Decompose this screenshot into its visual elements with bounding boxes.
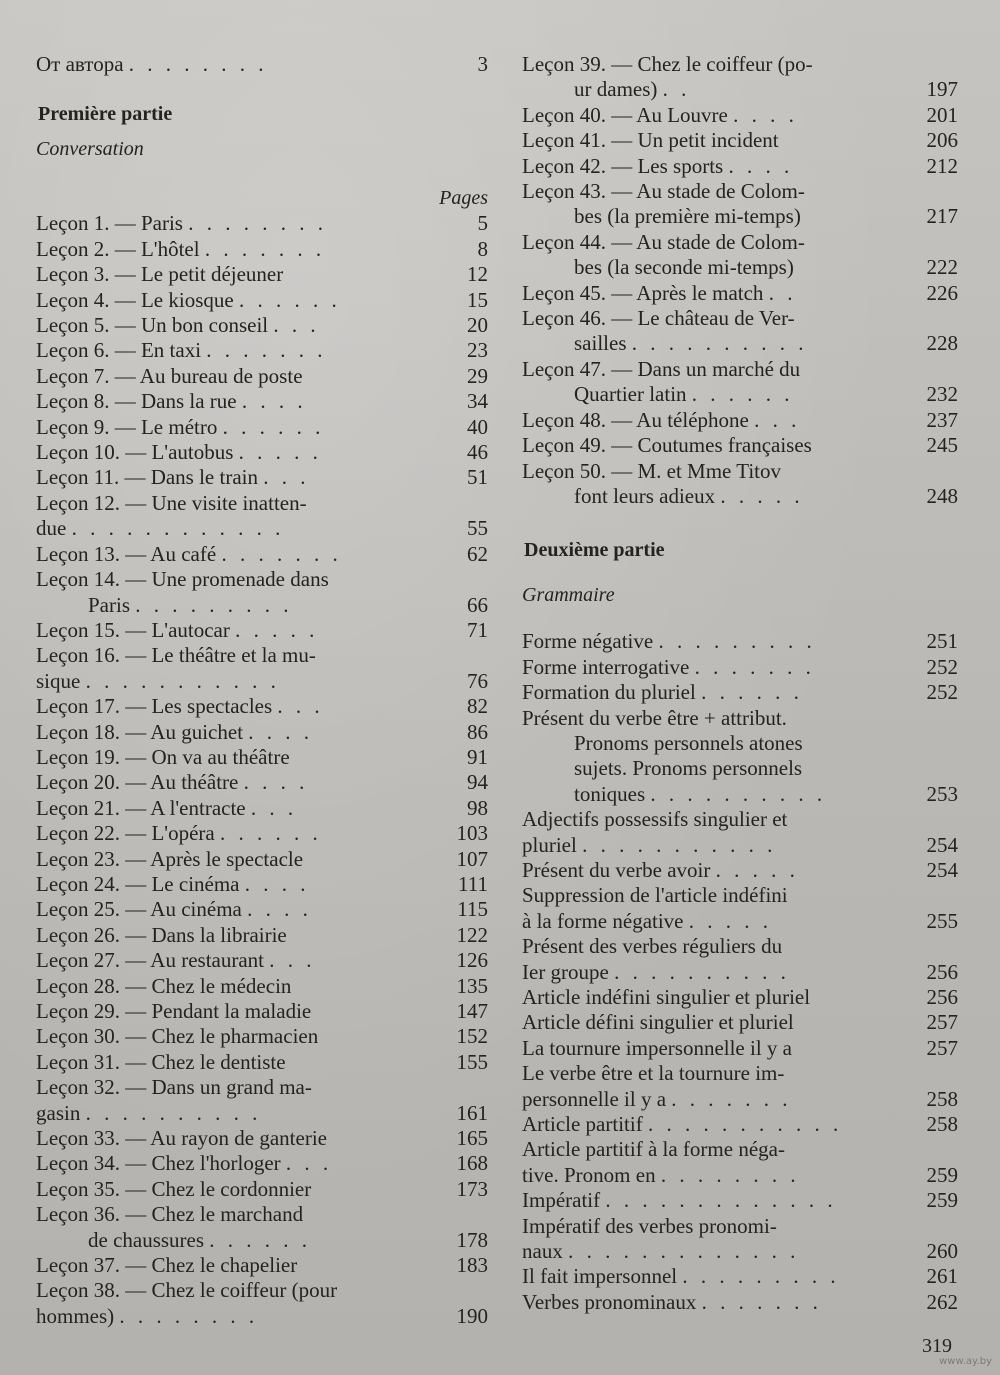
toc-entry <box>36 440 488 465</box>
entry-title: Leçon 29. — Pendant la maladie <box>36 999 312 1023</box>
entry-continuation: Pronoms personnels atones <box>574 730 803 755</box>
lesson-list <box>36 211 488 1329</box>
part-title: Première partie <box>38 103 173 126</box>
page-number: 190 <box>456 1303 488 1328</box>
leader-dots: . . . . . <box>238 440 322 465</box>
toc-entry <box>522 1137 958 1188</box>
entry-title: Leçon 22. — L'opéra <box>36 821 215 846</box>
page-number: 51 <box>467 465 488 490</box>
entry-title: Leçon 47. — Dans un marché du <box>522 356 801 381</box>
page-number: 15 <box>467 287 488 312</box>
entry-continuation: font leurs adieux <box>574 483 716 508</box>
entry-title: Leçon 45. — Après le match <box>522 280 764 305</box>
entry-title: Leçon 31. — Chez le dentiste <box>36 1049 286 1074</box>
entry-continuation: hommes) <box>36 1303 115 1328</box>
entry-continuation: à la forme négative <box>522 908 684 933</box>
toc-entry <box>36 796 488 821</box>
leader-dots: . . . <box>285 1151 333 1176</box>
page-number: 259 <box>926 1162 958 1187</box>
entry-title: Formation du pluriel <box>522 680 696 705</box>
toc-entry <box>36 745 488 770</box>
leader-dots: . . . . . . . . . . . <box>582 832 777 857</box>
toc-entry <box>36 465 488 490</box>
toc-entry <box>36 1126 488 1151</box>
page-number: 66 <box>467 592 488 617</box>
toc-entry <box>36 1177 488 1202</box>
page-number: 237 <box>926 407 958 432</box>
page-number: 251 <box>926 629 958 654</box>
entry-title: Leçon 44. — Au stade de Colom- <box>522 229 805 254</box>
page-number: 8 <box>477 236 488 261</box>
entry-title: Verbes pronominaux <box>522 1289 697 1314</box>
leader-dots: . . . . <box>248 719 314 744</box>
page-number: 161 <box>456 1100 488 1125</box>
pages-header: Pages <box>439 187 488 210</box>
toc-entry <box>522 1010 958 1035</box>
leader-dots: . . . . . . . . . . . <box>85 668 280 693</box>
page-number: 3 <box>477 52 488 76</box>
leader-dots: . . . . <box>244 871 310 896</box>
page-number: 76 <box>467 668 488 693</box>
entry-title: Leçon 26. — Dans la librairie <box>36 922 287 947</box>
entry-title: Leçon 13. — Au café <box>36 541 217 566</box>
toc-entry <box>522 706 958 808</box>
page-number: 252 <box>926 680 958 705</box>
entry-continuation: Ier groupe <box>522 959 609 984</box>
entry-title: Leçon 49. — Coutumes françaises <box>522 433 812 458</box>
leader-dots: . . . . . . <box>209 1227 312 1252</box>
leader-dots: . . . . . . . . . . <box>631 331 808 356</box>
page-number: 91 <box>467 744 488 769</box>
leader-dots: . . . . . . . <box>204 236 326 261</box>
leader-dots: . . . . . . . . . <box>682 1264 840 1289</box>
page-number: 55 <box>467 516 488 541</box>
page-number: 98 <box>467 795 488 820</box>
toc-entry <box>522 680 958 705</box>
page-number: 86 <box>467 719 488 744</box>
page-number: 62 <box>467 541 488 566</box>
entry-title: Leçon 35. — Chez le cordonnier <box>36 1176 312 1201</box>
leader-dots: . . <box>768 280 797 305</box>
entry-title: Leçon 3. — Le petit déjeuner <box>36 262 284 287</box>
entry-title: Suppression de l'article indéfini <box>522 883 788 908</box>
entry-continuation: tive. Pronom en <box>522 1162 656 1187</box>
toc-entry <box>36 770 488 795</box>
entry-title: Leçon 50. — M. et Mme Titov <box>522 458 782 483</box>
toc-entry <box>36 694 488 719</box>
toc-entry <box>522 179 958 230</box>
entry-continuation: sailles <box>574 331 627 356</box>
left-column <box>36 52 488 1329</box>
toc-entry <box>522 128 958 153</box>
page-number: 94 <box>467 770 488 795</box>
toc-entry <box>522 858 958 883</box>
part-subtitle: Conversation <box>36 138 144 161</box>
page-number: 71 <box>467 617 488 642</box>
toc-entry <box>36 364 488 389</box>
entry-continuation: bes (la première mi-temps) <box>574 204 801 229</box>
toc-entry <box>522 629 958 654</box>
page-number: 262 <box>926 1289 958 1314</box>
toc-entry <box>522 1061 958 1112</box>
entry-title: Leçon 1. — Paris <box>36 211 183 236</box>
leader-dots: . . . . . . . . . <box>135 592 293 617</box>
leader-dots: . . . . . <box>688 908 772 933</box>
entry-title: Leçon 36. — Chez le marchand <box>36 1202 304 1227</box>
page-number: 82 <box>467 694 488 719</box>
page-number: 259 <box>926 1188 958 1213</box>
entry-title: Article partitif à la forme néga- <box>522 1137 785 1162</box>
entry-title: Leçon 14. — Une promenade dans <box>36 567 329 592</box>
entry-title: Leçon 38. — Chez le coiffeur (pour <box>36 1278 338 1303</box>
page-number: 232 <box>926 382 958 407</box>
toc-entry <box>36 720 488 745</box>
leader-dots: . . . . . . . . . . <box>650 781 827 806</box>
page-number: 197 <box>926 77 958 102</box>
toc-entry <box>36 415 488 440</box>
leader-dots: . . <box>662 77 691 102</box>
page-number: 40 <box>467 414 488 439</box>
page-number: 34 <box>467 389 488 414</box>
page-number: 20 <box>467 313 488 338</box>
page-number: 212 <box>926 153 958 178</box>
entry-continuation: bes (la seconde mi-temps) <box>574 255 794 280</box>
entry-title: Leçon 37. — Chez le chapelier <box>36 1253 298 1278</box>
right-column <box>522 52 958 1315</box>
entry-title: Leçon 9. — Le métro <box>36 414 218 439</box>
page-number: 257 <box>926 1035 958 1060</box>
page-number: 23 <box>467 338 488 363</box>
page-number: 217 <box>926 204 958 229</box>
leader-dots: . . . . . . . . <box>119 1303 259 1328</box>
entry-title: Leçon 4. — Le kiosque <box>36 287 234 312</box>
leader-dots: . . . . . . <box>222 414 325 439</box>
toc-entry <box>522 1214 958 1265</box>
leader-dots: . . . . . . <box>219 821 322 846</box>
entry-title: Leçon 30. — Chez le pharmacien <box>36 1024 319 1049</box>
page-number: 245 <box>926 433 958 458</box>
toc-entry <box>522 230 958 281</box>
toc-entry <box>36 1024 488 1049</box>
leader-dots: . . . <box>273 313 320 338</box>
toc-entry <box>522 1188 958 1213</box>
page-number: 254 <box>926 832 958 857</box>
leader-dots: . . . . . . . <box>701 1289 822 1314</box>
entry-title: Leçon 19. — On va au théâtre <box>36 744 290 769</box>
toc-entry <box>522 408 958 433</box>
toc-entry <box>36 999 488 1024</box>
page-number: 222 <box>926 255 958 280</box>
entry-title: Forme interrogative <box>522 654 690 679</box>
entry-title: La tournure impersonnelle il y a <box>522 1035 792 1060</box>
leader-dots: . . . . <box>241 389 307 414</box>
leader-dots: . . . . . . <box>238 287 341 312</box>
page-number: 256 <box>926 985 958 1009</box>
toc-entry <box>36 618 488 643</box>
page-number: 252 <box>926 654 958 679</box>
toc-entry <box>36 821 488 846</box>
entry-title: Leçon 17. — Les spectacles <box>36 694 273 719</box>
toc-entry <box>36 262 488 287</box>
toc-entry <box>36 1151 488 1176</box>
entry-title: Présent du verbe avoir <box>522 857 711 882</box>
toc-entry <box>522 52 958 103</box>
entry-title: Article partitif <box>522 1112 643 1137</box>
page-number: 178 <box>456 1227 488 1252</box>
entry-title: Leçon 41. — Un petit incident <box>522 128 779 153</box>
toc-entry <box>522 281 958 306</box>
entry-title: Leçon 21. — A l'entracte <box>36 795 246 820</box>
entry-continuation: pluriel <box>522 832 577 857</box>
entry-title: Leçon 25. — Au cinéma <box>36 897 242 922</box>
leader-dots: . . . . <box>243 770 309 795</box>
toc-entry <box>36 567 488 618</box>
leader-dots: . . . . . . . <box>206 338 327 363</box>
entry-title: Le verbe être et la tournure im- <box>522 1061 785 1086</box>
entry-continuation: sique <box>36 668 81 693</box>
toc-entry <box>36 313 488 338</box>
toc-entry <box>36 338 488 363</box>
toc-entry <box>36 491 488 542</box>
leader-dots: . . . . . . . . . . . . . <box>605 1188 837 1213</box>
entry-title: Leçon 42. — Les sports <box>522 153 724 178</box>
toc-entry <box>522 934 958 985</box>
leader-dots: . . . . <box>728 153 794 178</box>
toc-entry <box>36 923 488 948</box>
toc-entry <box>522 306 958 357</box>
page-number: 201 <box>926 102 958 127</box>
leader-dots: . . . . . . . . <box>128 52 268 76</box>
leader-dots: . . . . <box>247 897 312 922</box>
entry-continuation: toniques <box>574 781 646 806</box>
page-number: 147 <box>456 999 488 1023</box>
entry-title: Article indéfini singulier et pluriel <box>522 985 811 1009</box>
entry-title: Leçon 43. — Au stade de Colom- <box>522 179 805 204</box>
entry-title: Leçon 2. — L'hôtel <box>36 236 200 261</box>
leader-dots: . . . . . . . . . . . . <box>71 516 285 541</box>
part-subtitle: Grammaire <box>522 584 615 607</box>
leader-dots: . . . . . . . <box>671 1086 792 1111</box>
toc-entry <box>36 1050 488 1075</box>
toc-entry <box>522 357 958 408</box>
entry-title: Impératif <box>522 1188 601 1213</box>
leader-dots: . . . . . . <box>691 382 794 407</box>
page-number: 103 <box>456 821 488 846</box>
toc-entry <box>522 985 958 1010</box>
entry-title: Leçon 24. — Le cinéma <box>36 871 240 896</box>
entry-title: Leçon 23. — Après le spectacle <box>36 846 304 871</box>
toc-entry <box>36 847 488 872</box>
entry-title: Leçon 18. — Au guichet <box>36 719 244 744</box>
page-number: 152 <box>456 1024 488 1049</box>
page-number: 206 <box>926 128 958 153</box>
entry-title: Leçon 40. — Au Louvre <box>522 102 728 127</box>
entry-title: Leçon 39. — Chez le coiffeur (po- <box>522 52 813 76</box>
toc-entry <box>522 1036 958 1061</box>
leader-dots: . . . . . <box>715 857 799 882</box>
watermark: www.ay.by <box>939 1356 992 1367</box>
page-number: 261 <box>926 1264 958 1289</box>
page-number: 115 <box>457 897 488 922</box>
page-number: 257 <box>926 1010 958 1035</box>
grammar-list <box>522 629 958 1315</box>
entry-title: Leçon 10. — L'autobus <box>36 440 234 465</box>
leader-dots: . . . <box>269 948 316 973</box>
toc-entry <box>522 1290 958 1315</box>
toc-entry <box>522 433 958 458</box>
preface-entry <box>36 52 488 77</box>
page-number: 256 <box>926 959 958 984</box>
part-title: Deuxième partie <box>524 539 665 562</box>
entry-title: Leçon 15. — L'autocar <box>36 617 230 642</box>
toc-entry <box>36 643 488 694</box>
leader-dots: . . . . . . . . . . . <box>647 1112 843 1137</box>
page-number: 258 <box>926 1086 958 1111</box>
page-number: 260 <box>926 1239 958 1264</box>
page-number: 5 <box>477 211 488 236</box>
entry-continuation: Quartier latin <box>574 382 687 407</box>
entry-title: Leçon 27. — Au restaurant <box>36 948 265 973</box>
page-number: 253 <box>926 781 958 806</box>
toc-entry <box>36 237 488 262</box>
leader-dots: . . . . . . . . <box>188 211 327 236</box>
leader-dots: . . . . . . . <box>694 654 815 679</box>
toc-entry <box>36 542 488 567</box>
entry-title: Présent des verbes réguliers du <box>522 934 783 959</box>
leader-dots: . . . <box>277 694 324 719</box>
leader-dots: . . . . . <box>720 483 804 508</box>
toc-entry <box>522 154 958 179</box>
entry-continuation: ur dames) <box>574 77 658 102</box>
page-number: 111 <box>458 871 488 896</box>
page-number: 165 <box>456 1126 488 1151</box>
leader-dots: . . . . . . <box>701 680 803 705</box>
page-number: 12 <box>467 262 488 287</box>
leader-dots: . . . <box>250 795 298 820</box>
page-number: 254 <box>926 857 958 882</box>
page-number: 122 <box>456 922 488 947</box>
page-number: 107 <box>456 846 488 871</box>
page-number: 248 <box>926 483 958 508</box>
page-footer-number: 319 <box>922 1335 952 1357</box>
entry-title: Leçon 34. — Chez l'horloger <box>36 1151 281 1176</box>
toc-entry <box>522 1264 958 1289</box>
entry-title: Présent du verbe être + attribut. <box>522 705 787 730</box>
page-number: 46 <box>467 440 488 465</box>
toc-entry <box>522 883 958 934</box>
entry-title: Leçon 11. — Dans le train <box>36 465 258 490</box>
page-number: 155 <box>456 1049 488 1074</box>
toc-entry <box>36 211 488 236</box>
entry-title: Leçon 7. — Au bureau de poste <box>36 363 303 388</box>
entry-continuation: sujets. Pronoms personnels <box>574 756 803 781</box>
toc-entry <box>522 103 958 128</box>
leader-dots: . . . . . . . . . . <box>85 1100 262 1125</box>
page-number: 126 <box>456 948 488 973</box>
entry-title: Adjectifs possessifs singulier et <box>522 807 788 832</box>
leader-dots: . . . . . <box>235 617 319 642</box>
page-number: 255 <box>926 908 958 933</box>
lesson-list <box>522 52 958 509</box>
leader-dots: . . . . . . . . . . . . . <box>568 1239 800 1264</box>
entry-continuation: gasin <box>36 1100 81 1125</box>
entry-continuation: Paris <box>88 592 130 617</box>
leader-dots: . . . . <box>733 102 798 127</box>
leader-dots: . . . . . . . . <box>660 1162 800 1187</box>
entry-title: Leçon 5. — Un bon conseil <box>36 313 269 338</box>
toc-entry <box>36 974 488 999</box>
preface-title: От автора <box>36 52 124 76</box>
entry-title: Forme négative <box>522 629 654 654</box>
entry-title: Leçon 8. — Dans la rue <box>36 389 237 414</box>
toc-entry <box>36 948 488 973</box>
leader-dots: . . . <box>754 407 801 432</box>
toc-entry <box>36 288 488 313</box>
page-number: 258 <box>926 1112 958 1137</box>
entry-title: Leçon 48. — Au téléphone <box>522 407 749 432</box>
leader-dots: . . . <box>263 465 310 490</box>
entry-title: Article défini singulier et pluriel <box>522 1010 794 1035</box>
toc-entry <box>522 459 958 510</box>
leader-dots: . . . . . . . . . <box>658 629 816 654</box>
entry-continuation: de chaussures <box>88 1227 205 1252</box>
toc-entry <box>36 872 488 897</box>
entry-title: Leçon 46. — Le château de Ver- <box>522 306 795 331</box>
toc-entry <box>36 1075 488 1126</box>
entry-continuation: due <box>36 516 67 541</box>
page-number: 135 <box>456 973 488 998</box>
toc-entry <box>36 1278 488 1329</box>
entry-continuation: personnelle il y a <box>522 1086 667 1111</box>
page-number: 168 <box>456 1151 488 1176</box>
entry-title: Leçon 16. — Le théâtre et la mu- <box>36 643 316 668</box>
entry-title: Leçon 33. — Au rayon de ganterie <box>36 1126 327 1151</box>
page-number: 183 <box>456 1253 488 1278</box>
page-number: 173 <box>456 1176 488 1201</box>
page-number: 228 <box>926 331 958 356</box>
entry-title: Leçon 6. — En taxi <box>36 338 202 363</box>
page-number: 226 <box>926 280 958 305</box>
entry-continuation: naux <box>522 1239 563 1264</box>
toc-entry <box>522 655 958 680</box>
entry-title: Il fait impersonnel <box>522 1264 678 1289</box>
leader-dots: . . . . . . . . . . <box>614 959 790 984</box>
entry-title: Leçon 32. — Dans un grand ma- <box>36 1075 312 1100</box>
toc-entry <box>36 1202 488 1253</box>
toc-entry <box>36 897 488 922</box>
toc-entry <box>522 807 958 858</box>
leader-dots: . . . . . . . <box>221 541 342 566</box>
page-number: 29 <box>467 363 488 388</box>
entry-title: Leçon 28. — Chez le médecin <box>36 973 292 998</box>
toc-entry <box>36 389 488 414</box>
entry-title: Leçon 20. — Au théâtre <box>36 770 239 795</box>
entry-title: Impératif des verbes pronomi- <box>522 1213 777 1238</box>
toc-entry <box>36 1253 488 1278</box>
toc-entry <box>522 1112 958 1137</box>
entry-title: Leçon 12. — Une visite inatten- <box>36 490 307 515</box>
